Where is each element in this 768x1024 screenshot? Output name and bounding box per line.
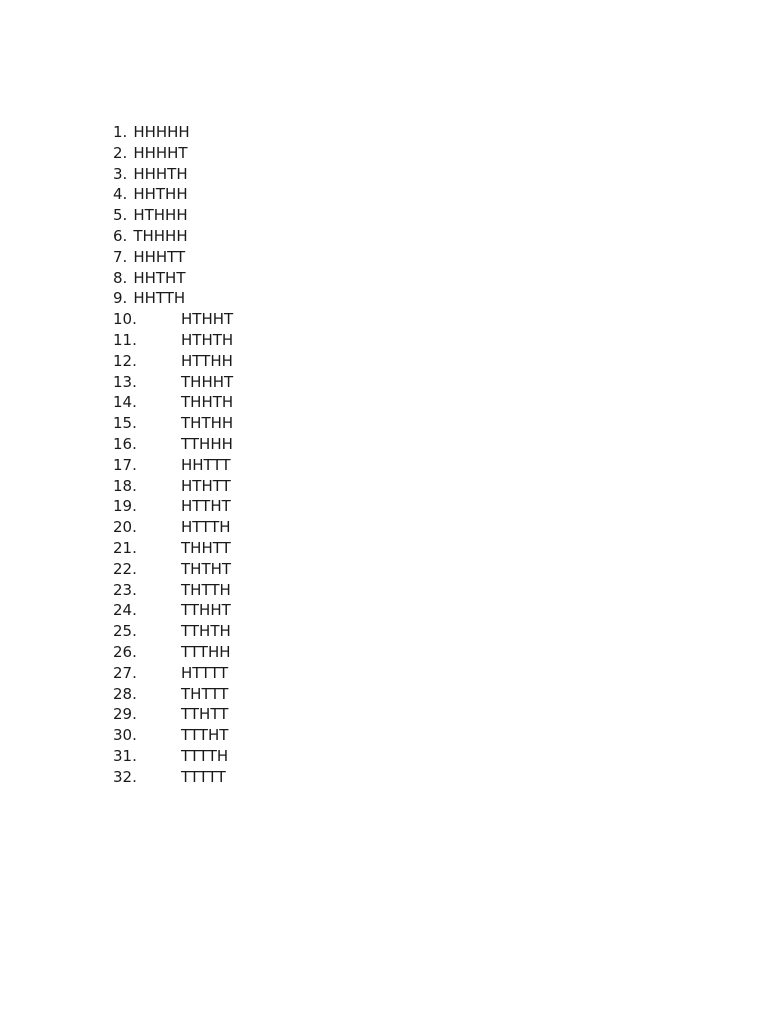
item-sequence: HTTTT — [181, 663, 229, 682]
item-sequence: HHHTT — [133, 247, 186, 266]
list-item — [113, 205, 190, 226]
item-number: 4. — [113, 185, 128, 204]
list-item — [113, 559, 232, 580]
list-item — [113, 476, 231, 497]
list-item — [113, 434, 233, 455]
list-item — [113, 538, 231, 559]
item-sequence: HHTHT — [133, 268, 186, 287]
item-sequence: HTHTT — [181, 476, 231, 495]
item-number: 14. — [113, 393, 137, 412]
item-sequence: HHHTH — [133, 164, 188, 183]
item-sequence: THTTT — [181, 684, 229, 703]
list-item — [113, 392, 234, 413]
item-number: 21. — [113, 538, 137, 557]
item-number: 6. — [113, 226, 128, 245]
list-item — [113, 684, 229, 705]
item-sequence: THTTH — [181, 580, 231, 599]
item-sequence: HTHHH — [133, 206, 188, 225]
item-sequence: THTHH — [181, 414, 234, 433]
item-number: 31. — [113, 746, 137, 765]
item-sequence: TTTHH — [181, 642, 231, 661]
item-sequence: HTTHT — [181, 497, 231, 516]
item-sequence: TTTHT — [181, 726, 229, 745]
item-sequence: HHTHH — [133, 185, 188, 204]
item-number: 7. — [113, 247, 128, 266]
list-item — [113, 122, 190, 143]
item-sequence: TTHHH — [181, 434, 233, 453]
list-item — [113, 268, 190, 289]
item-number: 3. — [113, 164, 128, 183]
item-number: 20. — [113, 518, 137, 537]
list-item — [113, 372, 234, 393]
list-item — [113, 351, 233, 372]
item-sequence: THHTH — [181, 393, 234, 412]
list-item — [113, 330, 234, 351]
item-number: 2. — [113, 143, 128, 162]
item-number: 10. — [113, 310, 137, 329]
list-item — [113, 725, 229, 746]
list-item — [113, 663, 229, 684]
item-number: 11. — [113, 330, 137, 349]
list-item — [113, 309, 234, 330]
item-sequence: TTHTT — [181, 705, 229, 724]
outcome-list — [113, 122, 234, 788]
item-sequence: HHTTT — [181, 455, 231, 474]
item-number: 19. — [113, 497, 137, 516]
item-number: 5. — [113, 206, 128, 225]
item-number: 32. — [113, 767, 137, 786]
item-sequence: HTTHH — [181, 351, 233, 370]
list-item — [113, 621, 231, 642]
item-number: 25. — [113, 622, 137, 641]
list-item — [113, 642, 231, 663]
list-item — [113, 164, 190, 185]
item-sequence: HTHTH — [181, 330, 234, 349]
item-sequence: TTTTH — [181, 746, 229, 765]
list-item — [113, 184, 190, 205]
list-item — [113, 455, 231, 476]
list-item — [113, 496, 231, 517]
item-number: 1. — [113, 123, 128, 141]
item-number: 18. — [113, 476, 137, 495]
item-number: 27. — [113, 663, 137, 682]
item-number: 13. — [113, 372, 137, 391]
item-sequence: THHTT — [181, 538, 231, 557]
item-number: 23. — [113, 580, 137, 599]
item-sequence: TTTTT — [181, 767, 226, 786]
list-item — [113, 247, 190, 268]
item-number: 9. — [113, 289, 128, 308]
item-sequence: THTHT — [181, 559, 232, 578]
item-number: 24. — [113, 601, 137, 620]
item-number: 26. — [113, 642, 137, 661]
item-sequence: TTHHT — [181, 601, 231, 620]
list-item — [113, 746, 229, 767]
list-item — [113, 704, 229, 725]
list-item — [113, 226, 190, 247]
item-number: 28. — [113, 684, 137, 703]
item-sequence: TTHTH — [181, 622, 231, 641]
item-sequence: HHTTH — [133, 289, 186, 308]
item-number: 29. — [113, 705, 137, 724]
item-sequence: HHHHT — [133, 143, 188, 162]
list-item — [113, 600, 231, 621]
list-item — [113, 288, 190, 309]
item-number: 12. — [113, 351, 137, 370]
item-sequence: THHHH — [133, 226, 188, 245]
item-sequence: THHHT — [181, 372, 234, 391]
list-item — [113, 767, 226, 788]
item-number: 16. — [113, 434, 137, 453]
list-item — [113, 413, 234, 434]
item-number: 8. — [113, 268, 128, 287]
list-item — [113, 143, 190, 164]
item-number: 15. — [113, 414, 137, 433]
list-item — [113, 517, 231, 538]
list-item — [113, 580, 231, 601]
item-sequence: HTTTH — [181, 518, 231, 537]
item-number: 30. — [113, 726, 137, 745]
item-sequence: HTHHT — [181, 310, 234, 329]
item-number: 17. — [113, 455, 137, 474]
item-sequence: HHHHH — [133, 123, 190, 141]
item-number: 22. — [113, 559, 137, 578]
